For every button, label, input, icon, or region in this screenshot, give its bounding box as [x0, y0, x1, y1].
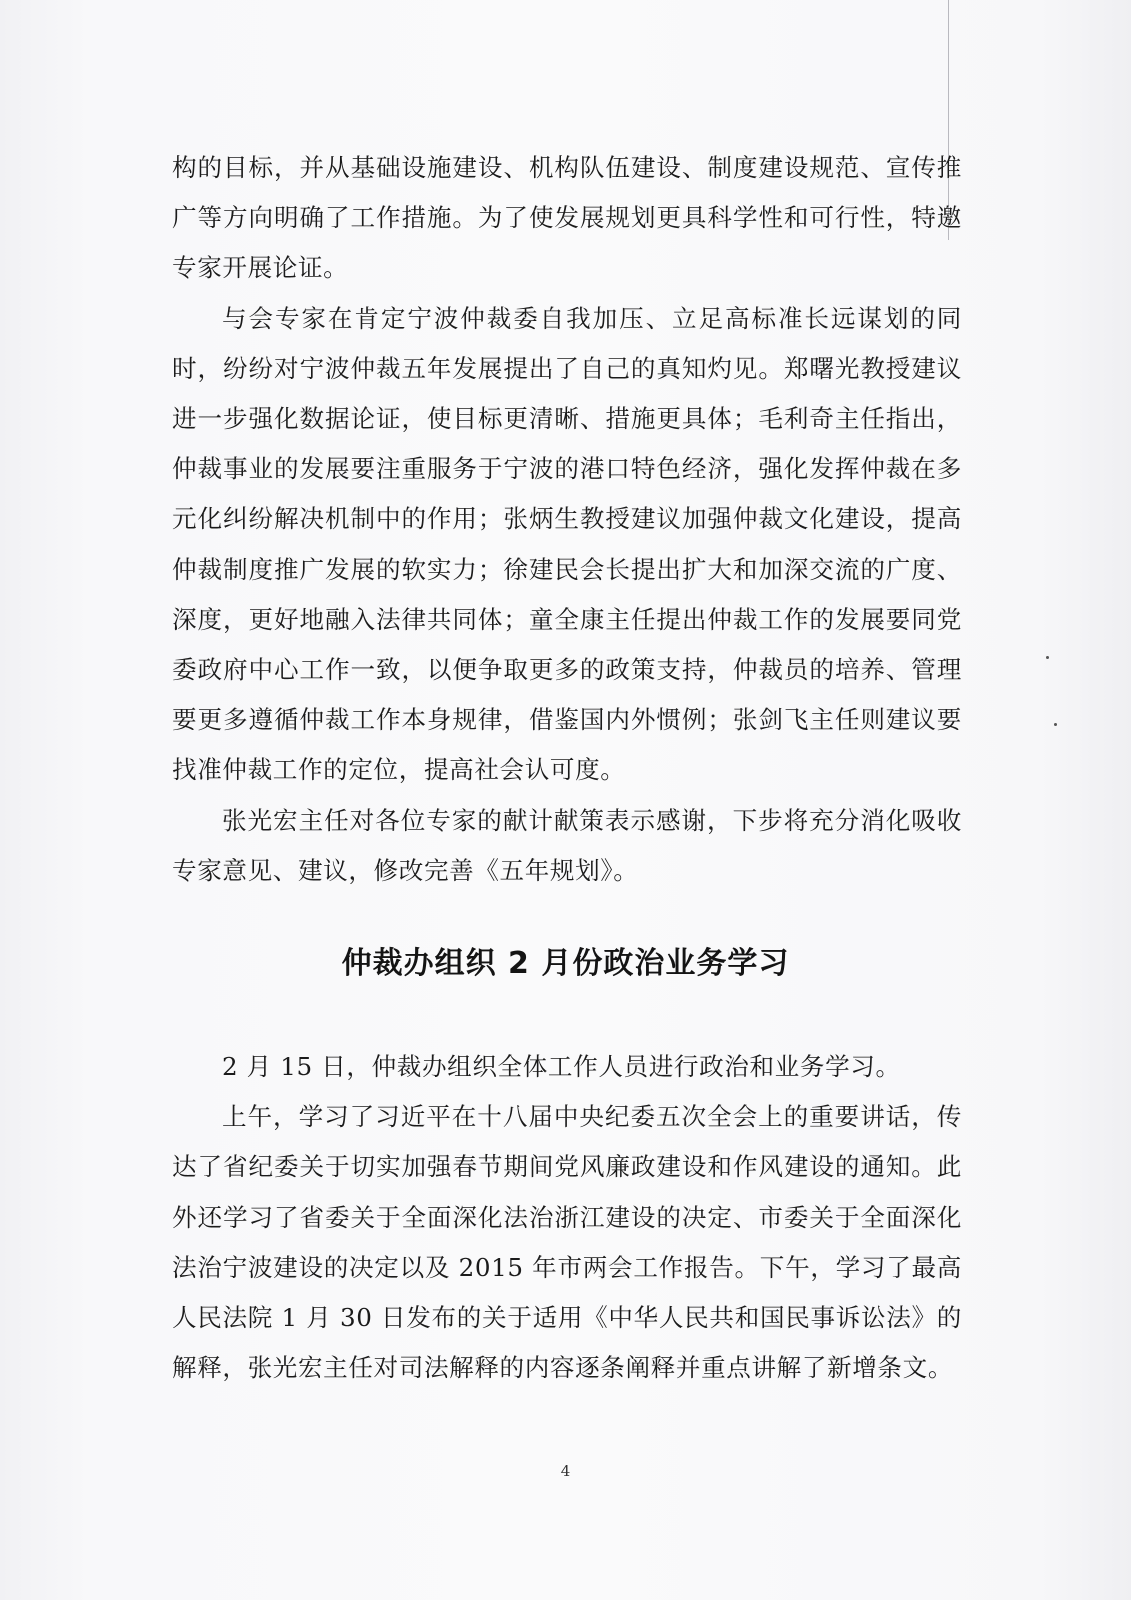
page-number: 4: [560, 1462, 571, 1480]
scan-speck: [1054, 723, 1057, 726]
intro-paragraph: 构的目标，并从基础设施建设、机构队伍建设、制度建设规范、宣传推广等方向明确了工作措施。为了使发展规划更具科学性和可行性，特邀专家开展论证。: [172, 153, 962, 283]
article-body-bottom: [172, 1042, 962, 1393]
section-title: 仲裁办组织 2 月份政治业务学习: [341, 946, 790, 981]
thanks-paragraph: 张光宏主任对各位专家的献计献策表示感谢，下步将充分消化吸收专家意见、建议，修改完善《五年规划》。: [172, 805, 962, 885]
scan-speck: [1046, 656, 1049, 659]
article-body-top: [172, 143, 962, 896]
study-intro-paragraph: 2 月 15 日，仲裁办组织全体工作人员进行政治和业务学习。: [222, 1052, 901, 1081]
study-details-paragraph: 上午，学习了习近平在十八届中央纪委五次全会上的重要讲话，传达了省纪委关于切实加强春节期间党风廉政建设和作风建设的通知。此外还学习了省委关于全面深化法治浙江建设的决定、市委关于全面深化法治宁波建设的决定以及 2015 年市两会工作报告。下午，学习了最高人民法院 1 月 30 日发布的关于适用《中华人民共和国民事诉讼法》的解释，张光宏主任对司法解释的内容逐条阐释并重点讲解了新增条文。: [172, 1102, 962, 1383]
experts-paragraph: 与会专家在肯定宁波仲裁委自我加压、立足高标准长远谋划的同时，纷纷对宁波仲裁五年发展提出了自己的真知灼见。郑曙光教授建议进一步强化数据论证，使目标更清晰、措施更具体；毛利奇主任指出，仲裁事业的发展要注重服务于宁波的港口特色经济，强化发挥仲裁在多元化纠纷解决机制中的作用；张炳生教授建议加强仲裁文化建设，提高仲裁制度推广发展的软实力；徐建民会长提出扩大和加深交流的广度、深度，更好地融入法律共同体；童全康主任提出仲裁工作的发展要同党委政府中心工作一致，以便争取更多的政策支持，仲裁员的培养、管理要更多遵循仲裁工作本身规律，借鉴国内外惯例；张剑飞主任则建议要找准仲裁工作的定位，提高社会认可度。: [172, 303, 962, 785]
